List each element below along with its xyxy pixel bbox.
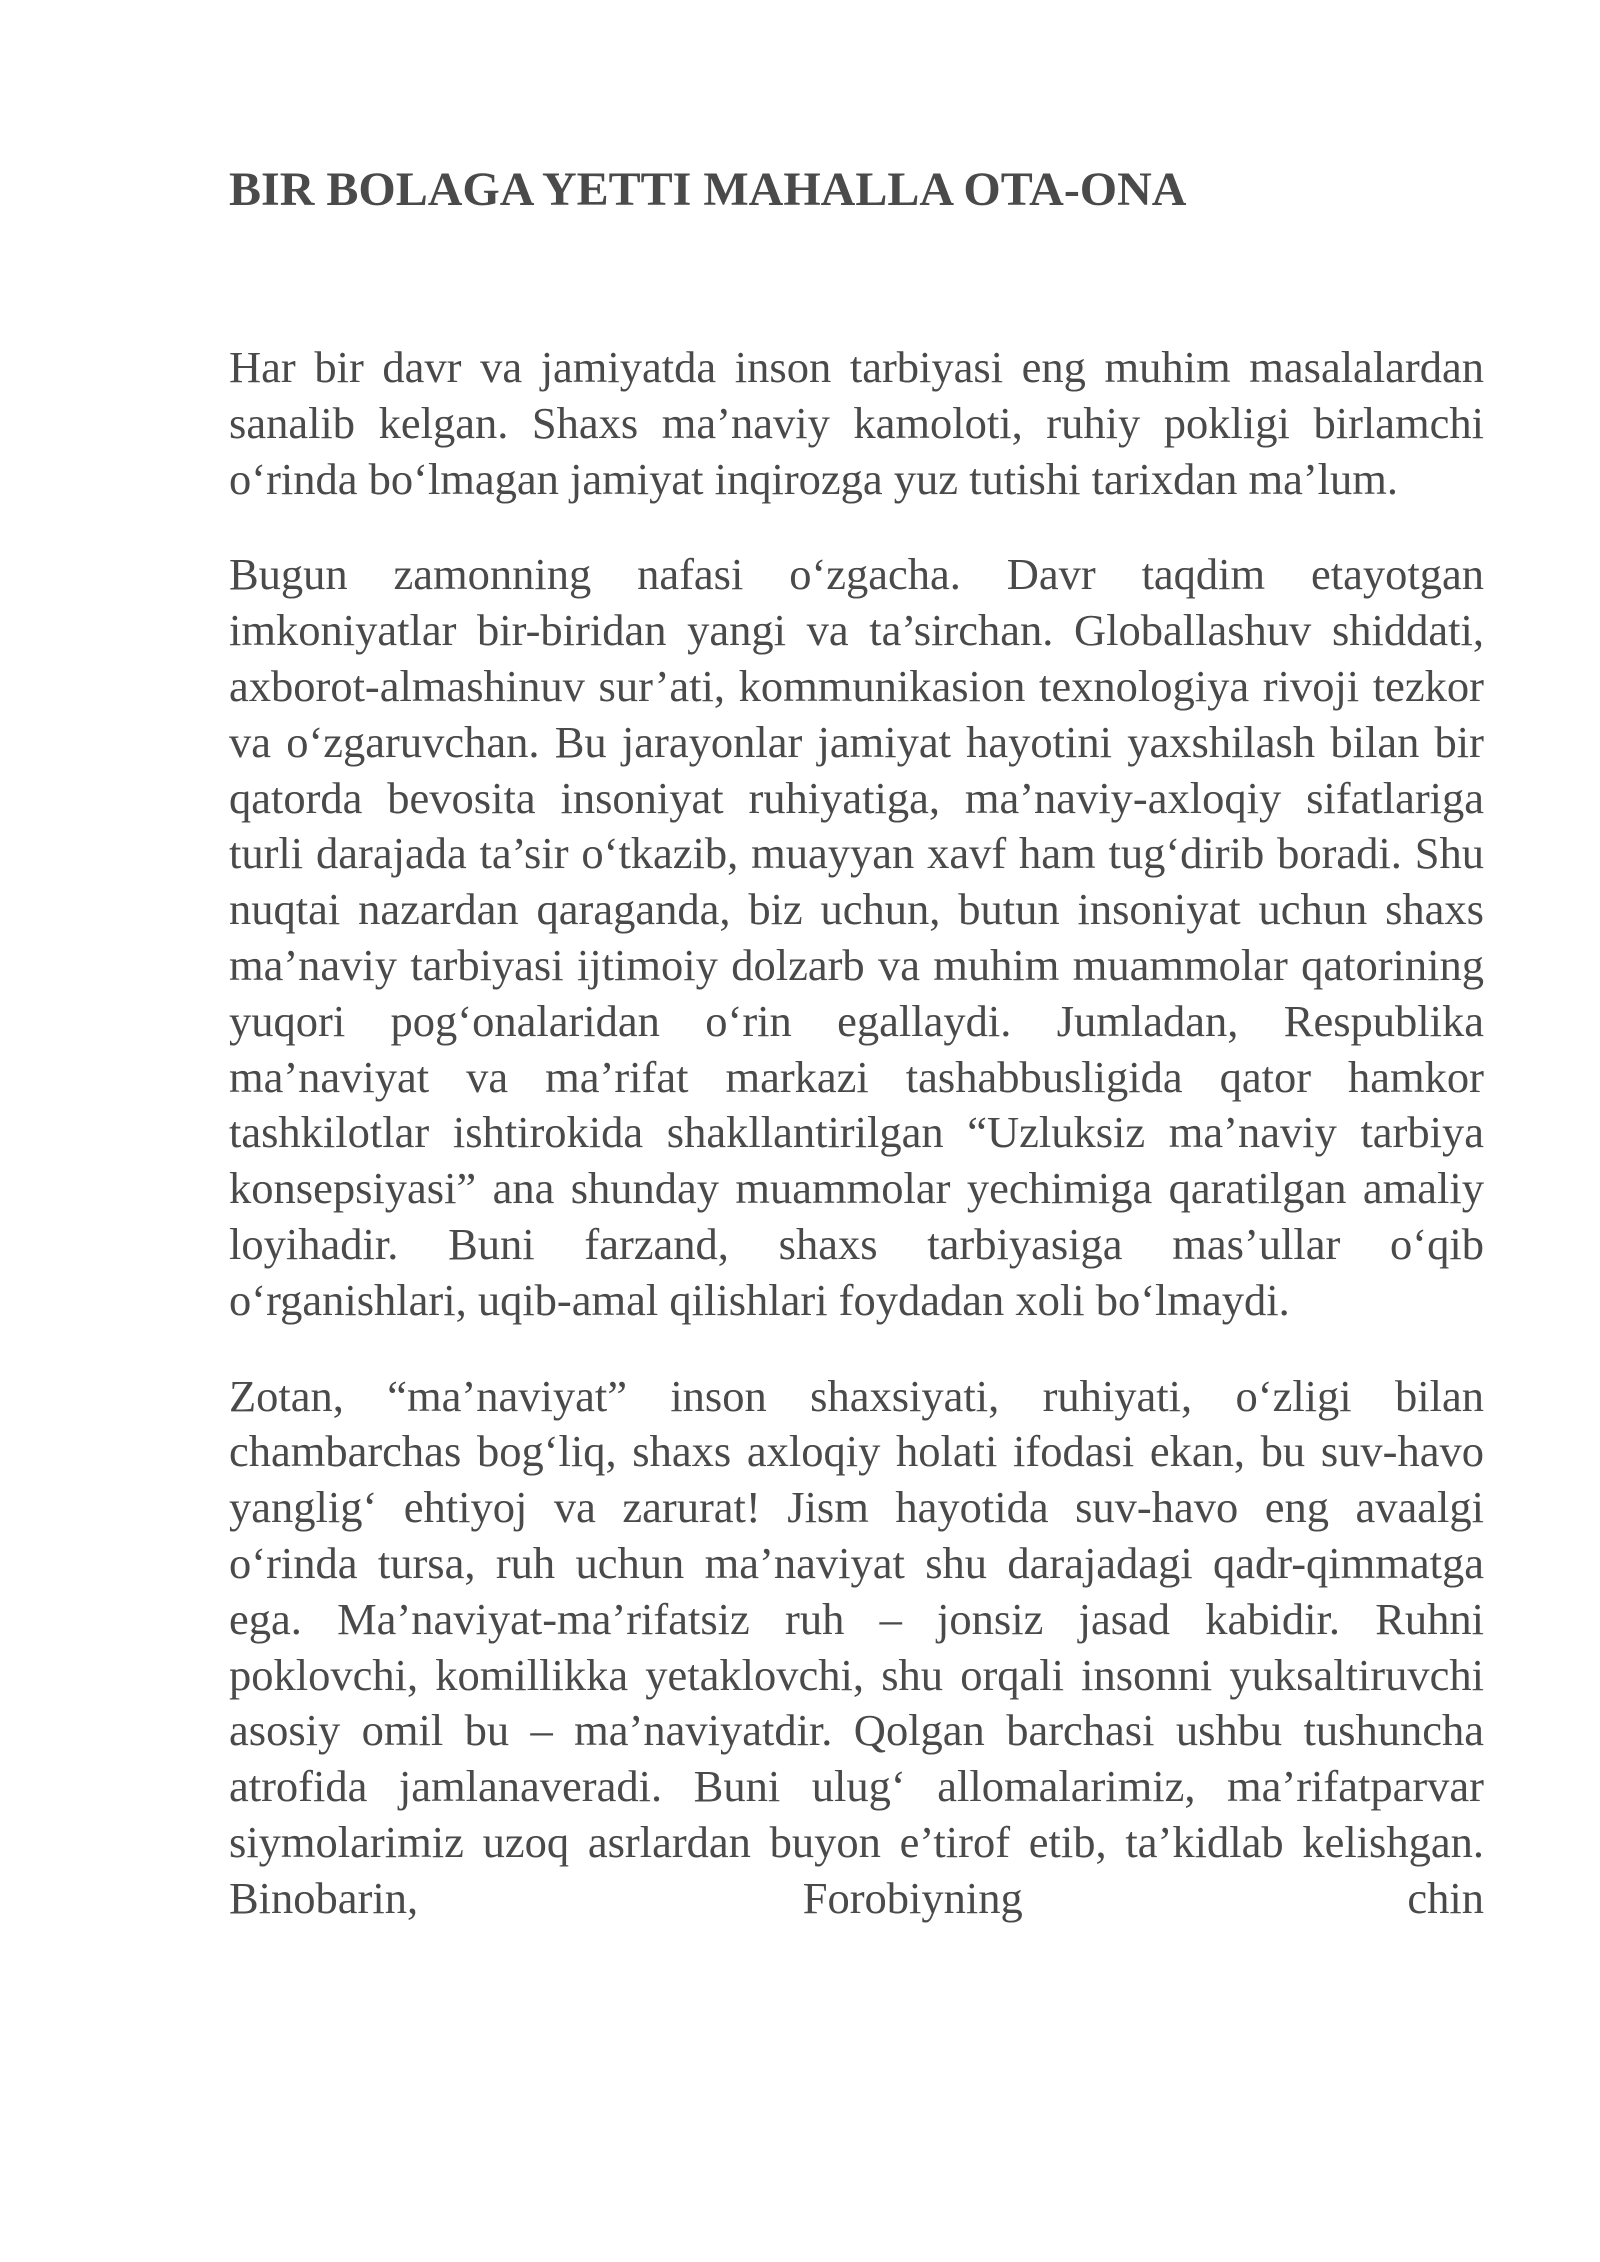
paragraph-3: Zotan, “ma’naviyat” inson shaxsiyati, ruhiyati, o‘zligi bilan chambarchas bog‘liq, shaxs axloqiy holati ifodasi ekan, bu suv-havo yanglig‘ ehtiyoj va zarurat! Jism hayotida suv-havo eng avaalgi o‘rinda tursa, ruh uchun ma’naviyat shu darajadagi qadr-qimmatga ega. Ma’naviyat-ma’rifatsiz ruh – jonsiz jasad kabidir. Ruhni poklovchi, komillikka yetaklovchi, shu orqali insonni yuksaltiruvchi asosiy omil bu – ma’naviyatdir. Qolgan barchasi ushbu tushuncha atrofida jamlanaveradi. Buni ulug‘ allomalarimiz, ma’rifatparvar siymolarimiz uzoq asrlardan buyon e’tirof etib, ta’kidlab kelishgan. Binobarin, Forobiyning chin <box>229 1370 1484 1923</box>
paragraph-2: Bugun zamonning nafasi o‘zgacha. Davr taqdim etayotgan imkoniyatlar bir-biridan yangi va ta’sirchan. Globallashuv shiddati, axborot-almashinuv sur’ati, kommunikasion texnologiya rivoji tezkor va o‘zgaruvchan. Bu jarayonlar jamiyat hayotini yaxshilash bilan bir qatorda bevosita insoniyat ruhiyatiga, ma’naviy-axloqiy sifatlariga turli darajada ta’sir o‘tkazib, muayyan xavf ham tug‘dirib boradi. Shu nuqtai nazardan qaraganda, biz uchun, butun insoniyat uchun shaxs ma’naviy tarbiyasi ijtimoiy dolzarb va muhim muammolar qatorining yuqori pog‘onalaridan o‘rin egallaydi. Jumladan, Respublika ma’naviyat va ma’rifat markazi tashabbusligida qator hamkor tashkilotlar ishtirokida shakllantirilgan “Uzluksiz ma’naviy tarbiya konsepsiyasi” ana shunday muammolar yechimiga qaratilgan amaliy loyihadir. Buni farzand, shaxs tarbiyasiga mas’ullar o‘qib o‘rganishlari, uqib-amal qilishlari foydadan xoli bo‘lmaydi. <box>229 549 1484 1325</box>
paragraph-1: Har bir davr va jamiyatda inson tarbiyasi eng muhim masalalardan sanalib kelgan. Shaxs ma’naviy kamoloti, ruhiy pokligi birlamchi o‘rinda bo‘lmagan jamiyat inqirozga yuz tutishi tarixdan ma’lum. <box>229 342 1484 504</box>
document-title: BIR BOLAGA YETTI MAHALLA OTA-ONA <box>229 163 1187 216</box>
document-body <box>229 150 1484 1927</box>
